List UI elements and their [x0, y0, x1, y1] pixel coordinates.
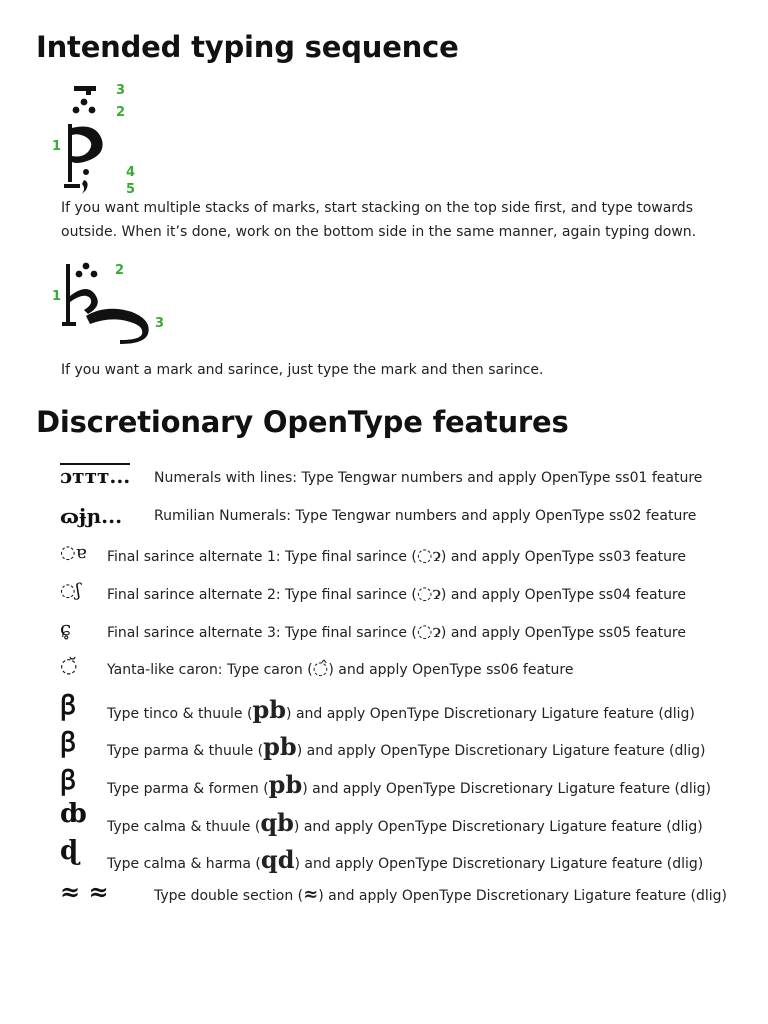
feature-inline-glyph: pb	[252, 695, 287, 724]
feature-description	[107, 545, 686, 566]
feature-row	[0, 498, 768, 534]
feature-description-pre: Type calma & harma (	[107, 856, 261, 872]
feature-row	[0, 574, 768, 610]
feature-row	[0, 686, 768, 722]
feature-inline-glyph: ◌̂	[312, 658, 329, 679]
feature-description	[107, 770, 711, 799]
feature-glyph: ◌ɐ	[60, 542, 87, 563]
feature-description	[107, 845, 703, 874]
feature-glyph: ɔᴛᴛᴛ...	[60, 464, 131, 488]
feature-description-post: ) and apply OpenType Discretionary Ligature feature (dlig)	[293, 819, 703, 835]
feature-description-post: ) and apply OpenType ss06 feature	[328, 662, 574, 678]
feature-description	[107, 621, 686, 642]
feature-row	[0, 799, 768, 835]
feature-description-post: ) and apply OpenType Discretionary Ligature feature (dlig)	[318, 888, 727, 904]
sequence-number: 2	[115, 263, 125, 278]
feature-description	[107, 808, 703, 837]
feature-description-post: ) and apply OpenType ss04 feature	[440, 587, 686, 603]
sequence-number: 2	[116, 105, 126, 120]
feature-inline-glyph: pb	[263, 732, 297, 761]
feature-description	[154, 884, 727, 905]
feature-inline-glyph: pb	[268, 770, 303, 799]
feature-glyph: ꞵ	[60, 728, 77, 758]
sequence-number: 5	[126, 182, 136, 197]
feature-description-post: ) and apply OpenType ss03 feature	[440, 549, 686, 565]
section-title-typing-sequence: Intended typing sequence	[36, 30, 459, 64]
paragraph-stacking: If you want multiple stacks of marks, start stacking on the top side first, and type towards outside. When it’s done, work on the bottom side in the same manner, again typing down.	[61, 200, 697, 240]
paragraph-mark-sarince: If you want a mark and sarince, just type the mark and then sarince.	[61, 362, 544, 378]
feature-row	[0, 536, 768, 572]
feature-description-pre: Type parma & thuule (	[107, 743, 264, 759]
feature-inline-glyph: qb	[260, 808, 294, 837]
feature-description-post: ) and apply OpenType ss05 feature	[440, 625, 686, 641]
feature-glyph: ◌ʃ	[60, 580, 81, 601]
section-title-opentype-features: Discretionary OpenType features	[36, 405, 569, 439]
feature-description-post: ) and apply OpenType Discretionary Ligature feature (dlig)	[296, 743, 706, 759]
feature-description-pre: Final sarince alternate 1: Type final sarince (	[107, 549, 417, 565]
feature-glyph: ɖ	[60, 836, 79, 866]
feature-row	[0, 875, 768, 911]
feature-description-text: Numerals with lines: Type Tengwar numbers and apply OpenType ss01 feature	[154, 470, 703, 486]
feature-row	[0, 460, 768, 496]
feature-glyph: ɷɉɲ...	[60, 504, 123, 528]
feature-row	[0, 612, 768, 648]
sequence-number: 3	[155, 316, 165, 331]
feature-glyph: ȸ	[60, 799, 87, 829]
feature-glyph: ◌̆	[60, 653, 78, 677]
feature-inline-glyph: qd	[260, 845, 295, 874]
feature-description-post: ) and apply OpenType Discretionary Ligature feature (dlig)	[294, 856, 704, 872]
sequence-number: 3	[116, 83, 126, 98]
feature-description-pre: Final sarince alternate 3: Type final sarince (	[107, 625, 417, 641]
feature-description	[107, 695, 695, 724]
tengwa-stacked-marks-figure	[56, 80, 136, 200]
feature-inline-glyph: ◌ɂ	[416, 545, 441, 566]
feature-row	[0, 761, 768, 797]
feature-inline-glyph: ≈	[303, 884, 319, 905]
feature-glyph: ≈ ≈	[60, 877, 109, 906]
feature-glyph: ꞵ	[60, 766, 77, 796]
feature-glyph: ɕ̥	[60, 616, 72, 640]
feature-description-pre: Type calma & thuule (	[107, 819, 261, 835]
feature-description-pre: Yanta-like caron: Type caron (	[107, 662, 313, 678]
feature-inline-glyph: ◌ɂ	[416, 583, 441, 604]
tengwa-mark-sarince-figure	[56, 258, 166, 348]
sequence-number: 1	[52, 139, 62, 154]
feature-description	[107, 583, 686, 604]
sequence-number: 4	[126, 165, 136, 180]
feature-description-pre: Type double section (	[154, 888, 304, 904]
feature-description	[107, 732, 706, 761]
feature-description-post: ) and apply OpenType Discretionary Ligature feature (dlig)	[286, 706, 695, 722]
feature-row	[0, 836, 768, 872]
feature-description	[154, 508, 696, 524]
feature-description-pre: Type tinco & thuule (	[107, 706, 253, 722]
feature-description-post: ) and apply OpenType Discretionary Ligature feature (dlig)	[302, 781, 712, 797]
feature-description-pre: Final sarince alternate 2: Type final sarince (	[107, 587, 417, 603]
feature-description	[107, 658, 573, 679]
feature-row	[0, 649, 768, 685]
feature-row	[0, 723, 768, 759]
feature-description-text: Rumilian Numerals: Type Tengwar numbers and apply OpenType ss02 feature	[154, 508, 697, 524]
feature-glyph: ꞵ	[60, 691, 77, 721]
feature-description	[154, 470, 702, 486]
feature-description-pre: Type parma & formen (	[107, 781, 269, 797]
feature-inline-glyph: ◌ɂ	[416, 621, 441, 642]
sequence-number: 1	[52, 289, 62, 304]
